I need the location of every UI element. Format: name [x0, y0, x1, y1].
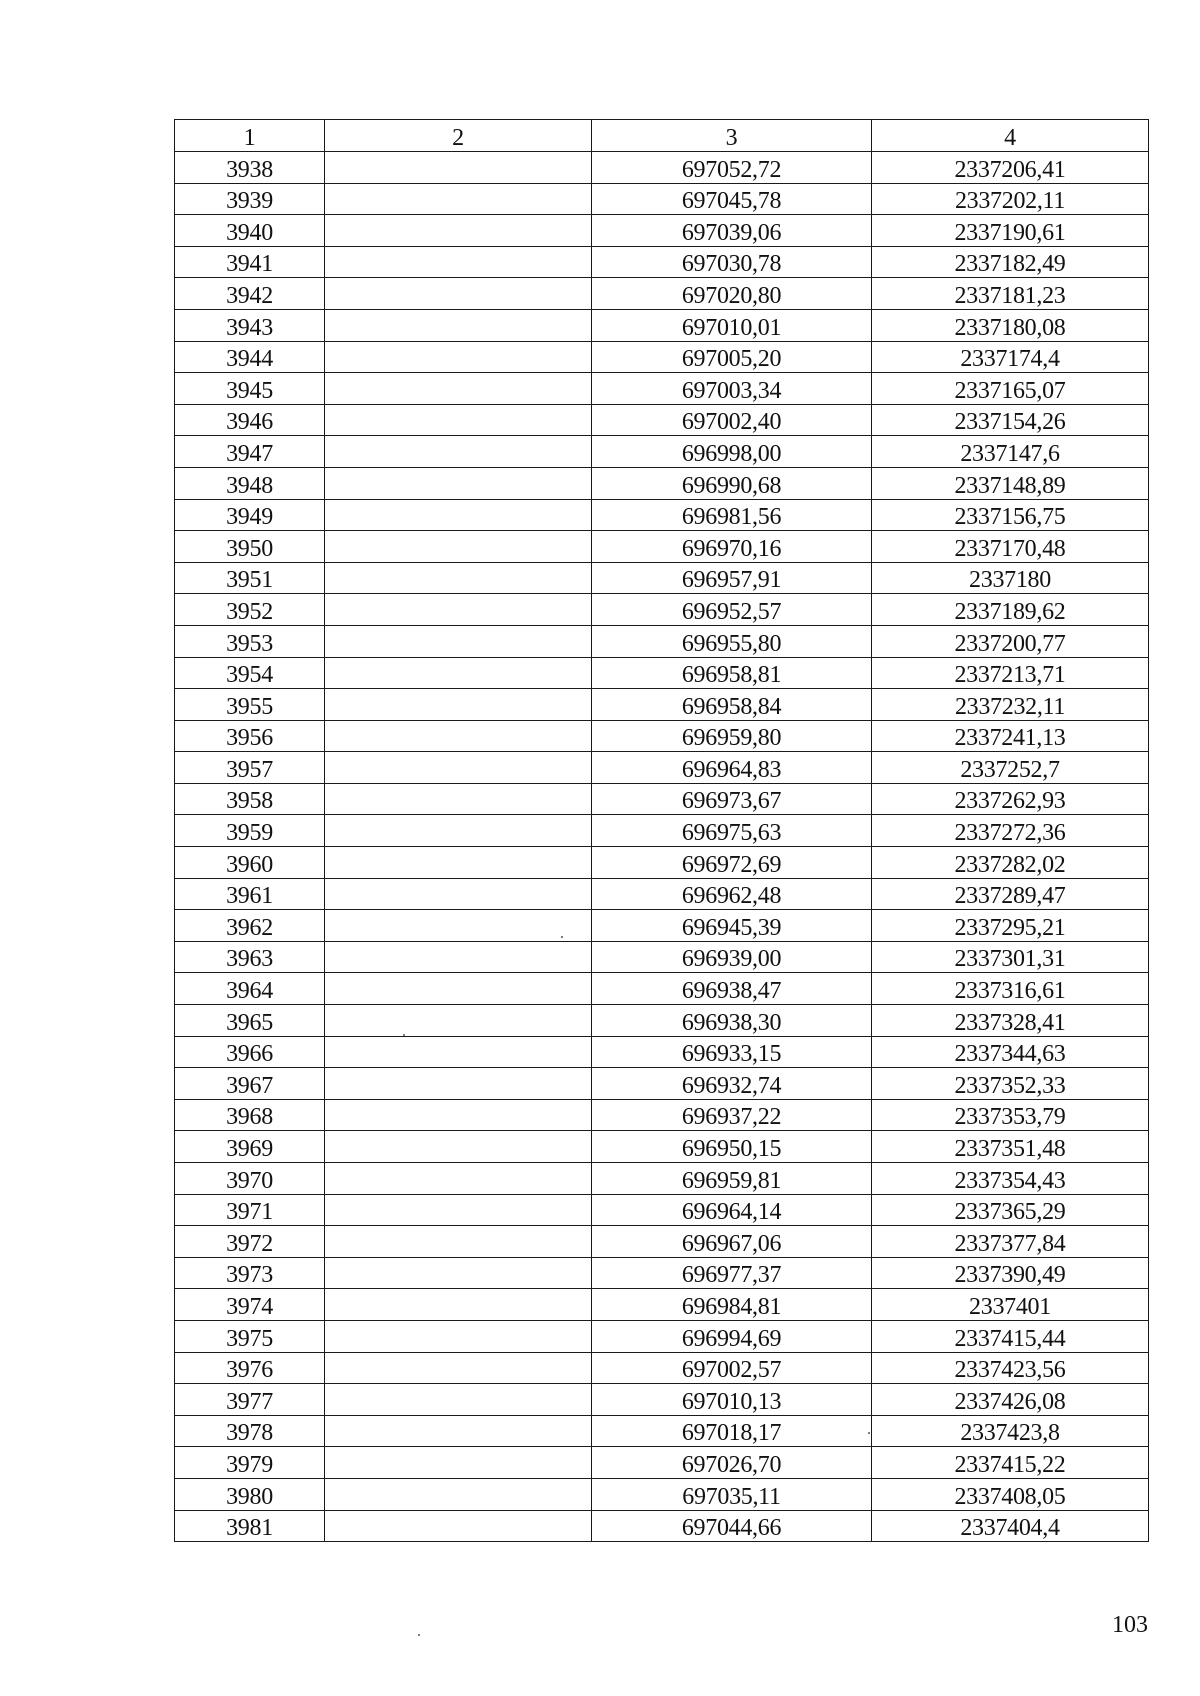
table-row	[175, 1163, 1149, 1195]
point-number-cell: 3954	[175, 657, 325, 689]
description-cell	[325, 1415, 592, 1447]
point-number-cell: 3958	[175, 783, 325, 815]
description-cell	[325, 1384, 592, 1416]
x-coordinate-cell: 696975,63	[592, 815, 872, 847]
x-coordinate-cell: 697035,11	[592, 1478, 872, 1510]
y-coordinate-cell: 2337170,48	[872, 531, 1149, 563]
description-cell	[325, 1194, 592, 1226]
y-coordinate-cell: 2337301,31	[872, 941, 1149, 973]
x-coordinate-cell: 696967,06	[592, 1226, 872, 1258]
description-cell	[325, 1289, 592, 1321]
description-cell	[325, 1068, 592, 1100]
y-coordinate-cell: 2337354,43	[872, 1163, 1149, 1195]
point-number-cell: 3965	[175, 1005, 325, 1037]
description-cell	[325, 594, 592, 626]
description-cell	[325, 373, 592, 405]
y-coordinate-cell: 2337351,48	[872, 1131, 1149, 1163]
table-row	[175, 246, 1149, 278]
table-row	[175, 1194, 1149, 1226]
description-cell	[325, 1226, 592, 1258]
y-coordinate-cell: 2337262,93	[872, 783, 1149, 815]
description-cell	[325, 1099, 592, 1131]
point-number-cell: 3938	[175, 152, 325, 184]
x-coordinate-cell: 696959,81	[592, 1163, 872, 1195]
y-coordinate-cell: 2337272,36	[872, 815, 1149, 847]
description-cell	[325, 562, 592, 594]
table-row	[175, 1068, 1149, 1100]
y-coordinate-cell: 2337252,7	[872, 752, 1149, 784]
description-cell	[325, 1320, 592, 1352]
description-cell	[325, 278, 592, 310]
point-number-cell: 3947	[175, 436, 325, 468]
x-coordinate-cell: 696938,47	[592, 973, 872, 1005]
y-coordinate-cell: 2337174,4	[872, 341, 1149, 373]
y-coordinate-cell: 2337316,61	[872, 973, 1149, 1005]
table-row	[175, 1478, 1149, 1510]
y-coordinate-cell: 2337295,21	[872, 910, 1149, 942]
point-number-cell: 3951	[175, 562, 325, 594]
point-number-cell: 3960	[175, 847, 325, 879]
description-cell	[325, 878, 592, 910]
table-row	[175, 499, 1149, 531]
point-number-cell: 3968	[175, 1099, 325, 1131]
point-number-cell: 3955	[175, 689, 325, 721]
x-coordinate-cell: 696933,15	[592, 1036, 872, 1068]
table-row	[175, 941, 1149, 973]
description-cell	[325, 1131, 592, 1163]
y-coordinate-cell: 2337182,49	[872, 246, 1149, 278]
point-number-cell: 3944	[175, 341, 325, 373]
point-number-cell: 3943	[175, 309, 325, 341]
point-number-cell: 3981	[175, 1510, 325, 1542]
description-cell	[325, 689, 592, 721]
point-number-cell: 3946	[175, 404, 325, 436]
point-number-cell: 3952	[175, 594, 325, 626]
y-coordinate-cell: 2337202,11	[872, 183, 1149, 215]
description-cell	[325, 847, 592, 879]
point-number-cell: 3970	[175, 1163, 325, 1195]
x-coordinate-cell: 696958,84	[592, 689, 872, 721]
description-cell	[325, 973, 592, 1005]
table-row	[175, 1099, 1149, 1131]
y-coordinate-cell: 2337426,08	[872, 1384, 1149, 1416]
x-coordinate-cell: 696977,37	[592, 1257, 872, 1289]
y-coordinate-cell: 2337289,47	[872, 878, 1149, 910]
description-cell	[325, 941, 592, 973]
table-row	[175, 752, 1149, 784]
y-coordinate-cell: 2337377,84	[872, 1226, 1149, 1258]
description-cell	[325, 436, 592, 468]
point-number-cell: 3971	[175, 1194, 325, 1226]
point-number-cell: 3957	[175, 752, 325, 784]
point-number-cell: 3975	[175, 1320, 325, 1352]
point-number-cell: 3949	[175, 499, 325, 531]
table-row	[175, 1447, 1149, 1479]
scan-speck	[418, 1634, 420, 1636]
x-coordinate-cell: 696973,67	[592, 783, 872, 815]
column-header-2: 2	[325, 120, 592, 152]
x-coordinate-cell: 697003,34	[592, 373, 872, 405]
column-header-1: 1	[175, 120, 325, 152]
table-row	[175, 1257, 1149, 1289]
description-cell	[325, 910, 592, 942]
x-coordinate-cell: 697052,72	[592, 152, 872, 184]
scan-speck	[561, 936, 563, 938]
description-cell	[325, 1005, 592, 1037]
x-coordinate-cell: 696938,30	[592, 1005, 872, 1037]
description-cell	[325, 152, 592, 184]
description-cell	[325, 467, 592, 499]
description-cell	[325, 1478, 592, 1510]
description-cell	[325, 531, 592, 563]
point-number-cell: 3973	[175, 1257, 325, 1289]
table-body	[175, 152, 1149, 1542]
table-row	[175, 183, 1149, 215]
description-cell	[325, 625, 592, 657]
point-number-cell: 3953	[175, 625, 325, 657]
y-coordinate-cell: 2337282,02	[872, 847, 1149, 879]
description-cell	[325, 1510, 592, 1542]
point-number-cell: 3956	[175, 720, 325, 752]
y-coordinate-cell: 2337213,71	[872, 657, 1149, 689]
y-coordinate-cell: 2337423,8	[872, 1415, 1149, 1447]
x-coordinate-cell: 696984,81	[592, 1289, 872, 1321]
table-row	[175, 1352, 1149, 1384]
x-coordinate-cell: 696964,83	[592, 752, 872, 784]
table-row	[175, 1289, 1149, 1321]
table-row	[175, 1036, 1149, 1068]
point-number-cell: 3966	[175, 1036, 325, 1068]
table-row	[175, 720, 1149, 752]
y-coordinate-cell: 2337390,49	[872, 1257, 1149, 1289]
y-coordinate-cell: 2337154,26	[872, 404, 1149, 436]
x-coordinate-cell: 696962,48	[592, 878, 872, 910]
x-coordinate-cell: 696964,14	[592, 1194, 872, 1226]
table-row	[175, 1131, 1149, 1163]
point-number-cell: 3969	[175, 1131, 325, 1163]
description-cell	[325, 246, 592, 278]
x-coordinate-cell: 696998,00	[592, 436, 872, 468]
table-row	[175, 594, 1149, 626]
point-number-cell: 3979	[175, 1447, 325, 1479]
point-number-cell: 3967	[175, 1068, 325, 1100]
x-coordinate-cell: 697002,57	[592, 1352, 872, 1384]
table-row	[175, 1005, 1149, 1037]
table-row	[175, 309, 1149, 341]
y-coordinate-cell: 2337328,41	[872, 1005, 1149, 1037]
description-cell	[325, 215, 592, 247]
table-row	[175, 973, 1149, 1005]
table-row	[175, 467, 1149, 499]
description-cell	[325, 783, 592, 815]
x-coordinate-cell: 696952,57	[592, 594, 872, 626]
description-cell	[325, 1352, 592, 1384]
description-cell	[325, 309, 592, 341]
y-coordinate-cell: 2337404,4	[872, 1510, 1149, 1542]
table-row	[175, 1415, 1149, 1447]
y-coordinate-cell: 2337241,13	[872, 720, 1149, 752]
table-row	[175, 878, 1149, 910]
x-coordinate-cell: 696955,80	[592, 625, 872, 657]
y-coordinate-cell: 2337401	[872, 1289, 1149, 1321]
y-coordinate-cell: 2337232,11	[872, 689, 1149, 721]
x-coordinate-cell: 697030,78	[592, 246, 872, 278]
x-coordinate-cell: 697044,66	[592, 1510, 872, 1542]
x-coordinate-cell: 696981,56	[592, 499, 872, 531]
point-number-cell: 3942	[175, 278, 325, 310]
x-coordinate-cell: 696970,16	[592, 531, 872, 563]
x-coordinate-cell: 697010,13	[592, 1384, 872, 1416]
y-coordinate-cell: 2337353,79	[872, 1099, 1149, 1131]
description-cell	[325, 752, 592, 784]
table-row	[175, 815, 1149, 847]
description-cell	[325, 341, 592, 373]
column-header-3: 3	[592, 120, 872, 152]
x-coordinate-cell: 696937,22	[592, 1099, 872, 1131]
point-number-cell: 3945	[175, 373, 325, 405]
point-number-cell: 3948	[175, 467, 325, 499]
y-coordinate-cell: 2337365,29	[872, 1194, 1149, 1226]
y-coordinate-cell: 2337344,63	[872, 1036, 1149, 1068]
x-coordinate-cell: 696957,91	[592, 562, 872, 594]
y-coordinate-cell: 2337181,23	[872, 278, 1149, 310]
table-row	[175, 625, 1149, 657]
y-coordinate-cell: 2337408,05	[872, 1478, 1149, 1510]
y-coordinate-cell: 2337156,75	[872, 499, 1149, 531]
scan-speck	[868, 1432, 870, 1434]
table-row	[175, 341, 1149, 373]
description-cell	[325, 404, 592, 436]
x-coordinate-cell: 696939,00	[592, 941, 872, 973]
table-row	[175, 404, 1149, 436]
table-row	[175, 373, 1149, 405]
scan-speck	[403, 1034, 405, 1036]
x-coordinate-cell: 696945,39	[592, 910, 872, 942]
y-coordinate-cell: 2337180	[872, 562, 1149, 594]
table-row	[175, 436, 1149, 468]
table-row	[175, 1510, 1149, 1542]
x-coordinate-cell: 696958,81	[592, 657, 872, 689]
x-coordinate-cell: 697026,70	[592, 1447, 872, 1479]
x-coordinate-cell: 697018,17	[592, 1415, 872, 1447]
description-cell	[325, 720, 592, 752]
x-coordinate-cell: 696959,80	[592, 720, 872, 752]
table-header-row	[175, 120, 1149, 152]
x-coordinate-cell: 697045,78	[592, 183, 872, 215]
x-coordinate-cell: 697005,20	[592, 341, 872, 373]
table-row	[175, 278, 1149, 310]
description-cell	[325, 1036, 592, 1068]
x-coordinate-cell: 697002,40	[592, 404, 872, 436]
point-number-cell: 3941	[175, 246, 325, 278]
description-cell	[325, 499, 592, 531]
y-coordinate-cell: 2337415,22	[872, 1447, 1149, 1479]
x-coordinate-cell: 696990,68	[592, 467, 872, 499]
point-number-cell: 3976	[175, 1352, 325, 1384]
table-row	[175, 531, 1149, 563]
point-number-cell: 3950	[175, 531, 325, 563]
y-coordinate-cell: 2337423,56	[872, 1352, 1149, 1384]
x-coordinate-cell: 696972,69	[592, 847, 872, 879]
y-coordinate-cell: 2337189,62	[872, 594, 1149, 626]
table-row	[175, 657, 1149, 689]
table-row	[175, 1320, 1149, 1352]
y-coordinate-cell: 2337180,08	[872, 309, 1149, 341]
y-coordinate-cell: 2337352,33	[872, 1068, 1149, 1100]
y-coordinate-cell: 2337165,07	[872, 373, 1149, 405]
description-cell	[325, 183, 592, 215]
y-coordinate-cell: 2337147,6	[872, 436, 1149, 468]
x-coordinate-cell: 696932,74	[592, 1068, 872, 1100]
x-coordinate-cell: 697010,01	[592, 309, 872, 341]
coordinates-table	[174, 119, 1149, 1542]
table-row	[175, 1226, 1149, 1258]
point-number-cell: 3977	[175, 1384, 325, 1416]
point-number-cell: 3962	[175, 910, 325, 942]
x-coordinate-cell: 697020,80	[592, 278, 872, 310]
table-row	[175, 689, 1149, 721]
table-row	[175, 215, 1149, 247]
column-header-4: 4	[872, 120, 1149, 152]
table-row	[175, 1384, 1149, 1416]
point-number-cell: 3940	[175, 215, 325, 247]
x-coordinate-cell: 696950,15	[592, 1131, 872, 1163]
point-number-cell: 3959	[175, 815, 325, 847]
y-coordinate-cell: 2337190,61	[872, 215, 1149, 247]
x-coordinate-cell: 697039,06	[592, 215, 872, 247]
point-number-cell: 3980	[175, 1478, 325, 1510]
y-coordinate-cell: 2337200,77	[872, 625, 1149, 657]
x-coordinate-cell: 696994,69	[592, 1320, 872, 1352]
y-coordinate-cell: 2337206,41	[872, 152, 1149, 184]
point-number-cell: 3978	[175, 1415, 325, 1447]
point-number-cell: 3963	[175, 941, 325, 973]
y-coordinate-cell: 2337415,44	[872, 1320, 1149, 1352]
table-row	[175, 910, 1149, 942]
description-cell	[325, 815, 592, 847]
table-row	[175, 783, 1149, 815]
description-cell	[325, 1163, 592, 1195]
y-coordinate-cell: 2337148,89	[872, 467, 1149, 499]
point-number-cell: 3961	[175, 878, 325, 910]
description-cell	[325, 1447, 592, 1479]
table-row	[175, 847, 1149, 879]
point-number-cell: 3939	[175, 183, 325, 215]
point-number-cell: 3974	[175, 1289, 325, 1321]
point-number-cell: 3972	[175, 1226, 325, 1258]
table-row	[175, 562, 1149, 594]
description-cell	[325, 1257, 592, 1289]
description-cell	[325, 657, 592, 689]
point-number-cell: 3964	[175, 973, 325, 1005]
table-row	[175, 152, 1149, 184]
page-number: 103	[1112, 1612, 1148, 1638]
